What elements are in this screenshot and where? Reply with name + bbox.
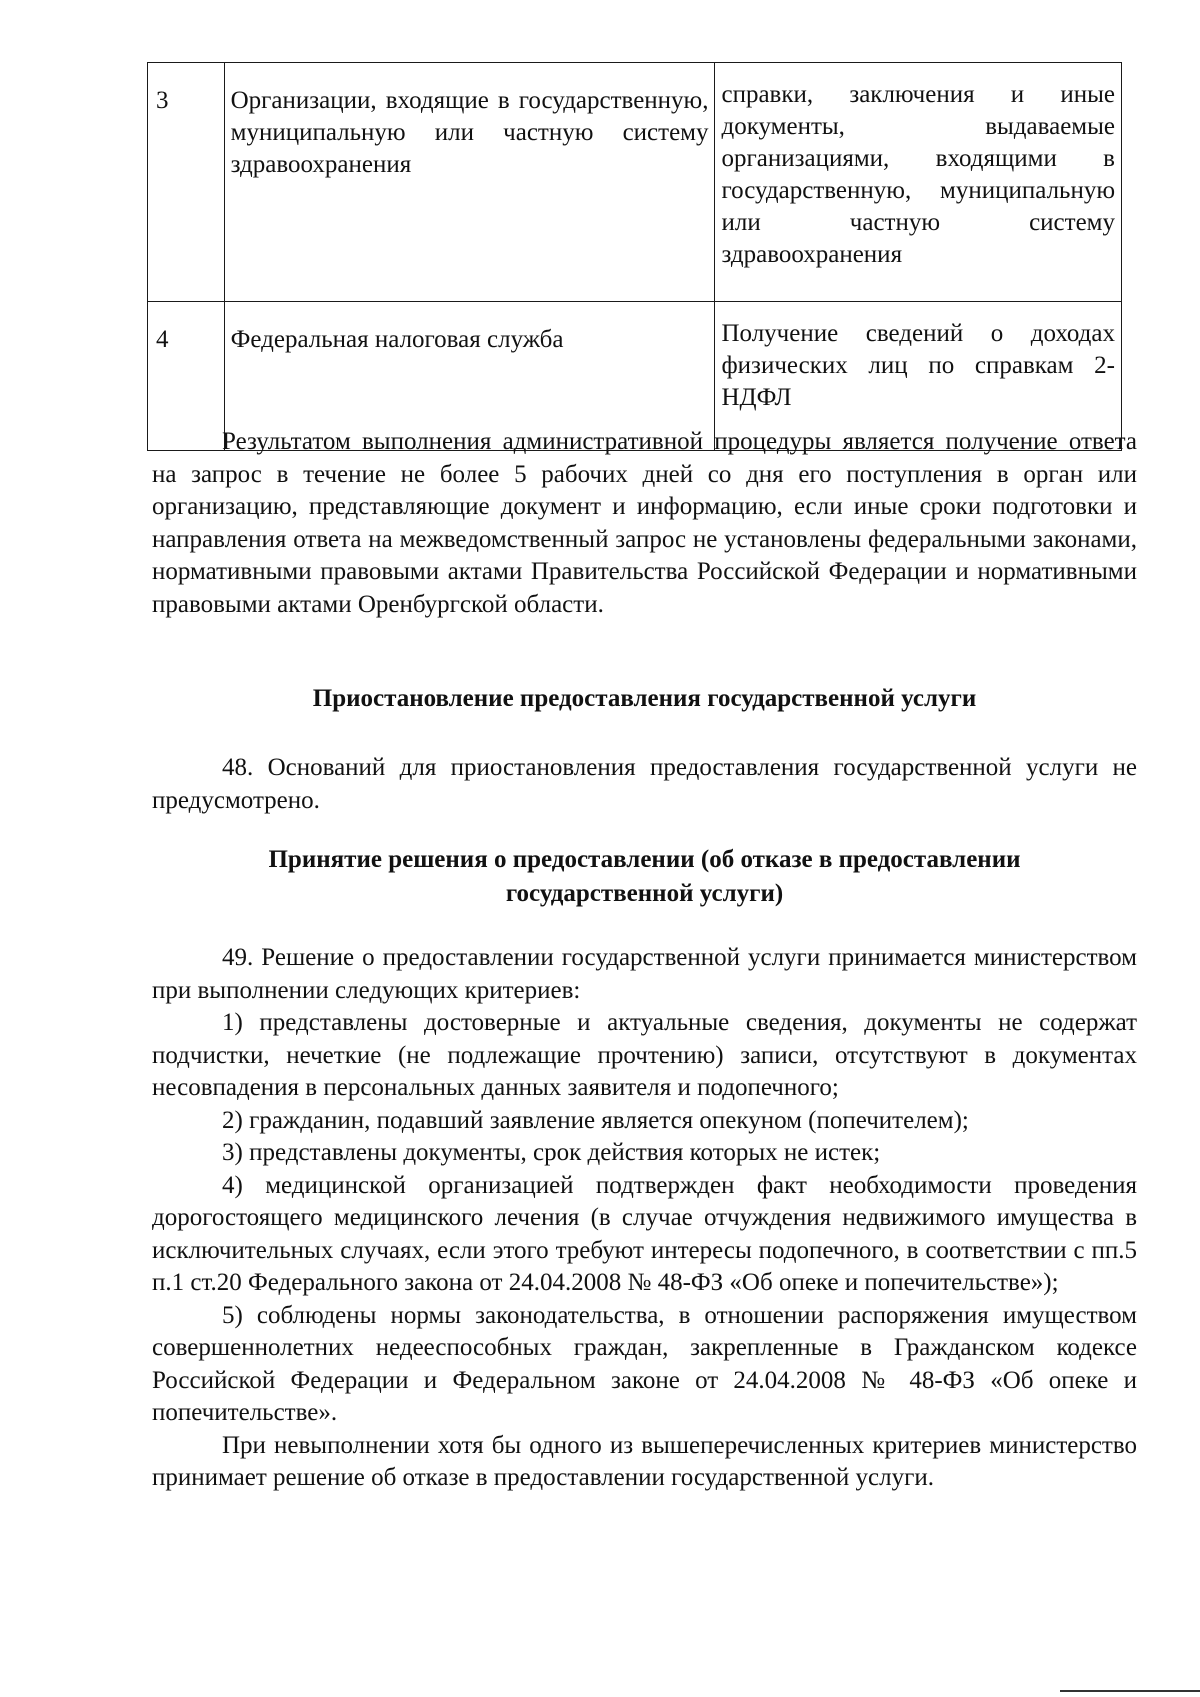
criterion-4: 4) медицинской организацией подтвержден факт необходимости проведения дорогостоящего медицинского лечения (в случае отчуждения недвижимого имущества в исключительных случаях, если этого требуют интересы подопечного, в соответствии с пп.5 п.1 ст.20 Федерального закона от 24.04.2008 № 48-ФЗ «Об опеке и попечительстве»); bbox=[152, 1171, 1137, 1296]
table-row bbox=[148, 63, 1122, 302]
decision-heading-line1: Принятие решения о предоставлении (об отказе в предоставлении bbox=[268, 846, 1021, 873]
decision-heading-line2: государственной услуги) bbox=[505, 880, 784, 907]
criterion-3: 3) представлены документы, срок действия которых не истек; bbox=[222, 1139, 881, 1166]
suspension-paragraph-block bbox=[152, 752, 1137, 817]
criterion-5: 5) соблюдены нормы законодательства, в отношении распоряжения имуществом совершеннолетних недееспособных граждан, закрепленные в Гражданском кодексе Российской Федерации и Федеральном законе от 24.04.2008 № 48-ФЗ «Об опеке и попечительстве». bbox=[152, 1301, 1137, 1426]
documents-cell: справки, заключения и иные документы, выдаваемые организациями, входящими в государственную, муниципальную или частную систему здравоохранения bbox=[715, 63, 1122, 302]
documents-cell: Получение сведений о доходах физических лиц по справкам 2-НДФЛ bbox=[715, 302, 1122, 451]
decision-heading bbox=[152, 843, 1137, 911]
suspension-paragraph: 48. Оснований для приостановления предоставления государственной услуги не предусмотрено. bbox=[152, 754, 1137, 814]
organization-cell: Федеральная налоговая служба bbox=[224, 302, 715, 451]
result-paragraph-block bbox=[152, 426, 1137, 621]
criterion-1: 1) представлены достоверные и актуальные сведения, документы не содержат подчистки, нечеткие (не подлежащие прочтению) записи, отсутствуют в документах несовпадения в персональных данных заявителя и подопечного; bbox=[152, 1009, 1137, 1101]
criterion-2: 2) гражданин, подавший заявление является опекуном (попечителем); bbox=[222, 1106, 969, 1134]
organization-cell: Организации, входящие в государственную, муниципальную или частную систему здравоохранения bbox=[224, 63, 715, 302]
result-paragraph: Результатом выполнения административной процедуры является получение ответа на запрос в течение не более 5 рабочих дней со дня его поступления в орган или организацию, представляющие документ и информацию, если иные сроки подготовки и направления ответа на межведомственный запрос не установлены федеральными законами, нормативными правовыми актами Правительства Российской Федерации и нормативными правовыми актами Оренбургской области. bbox=[152, 428, 1137, 618]
suspension-heading: Приостановление предоставления государственной услуги bbox=[312, 685, 977, 712]
decision-intro: 49. Решение о предоставлении государственной услуги принимается министерством при выполнении следующих критериев: bbox=[152, 944, 1137, 1004]
row-number: 3 bbox=[148, 63, 225, 302]
agencies-table bbox=[147, 62, 1122, 451]
scan-edge-line bbox=[1060, 1690, 1200, 1692]
row-number: 4 bbox=[148, 302, 225, 451]
refusal-paragraph: При невыполнении хотя бы одного из вышеперечисленных критериев министерство принимает решение об отказе в предоставлении государственной услуги. bbox=[152, 1431, 1137, 1491]
decision-body bbox=[152, 942, 1137, 1495]
